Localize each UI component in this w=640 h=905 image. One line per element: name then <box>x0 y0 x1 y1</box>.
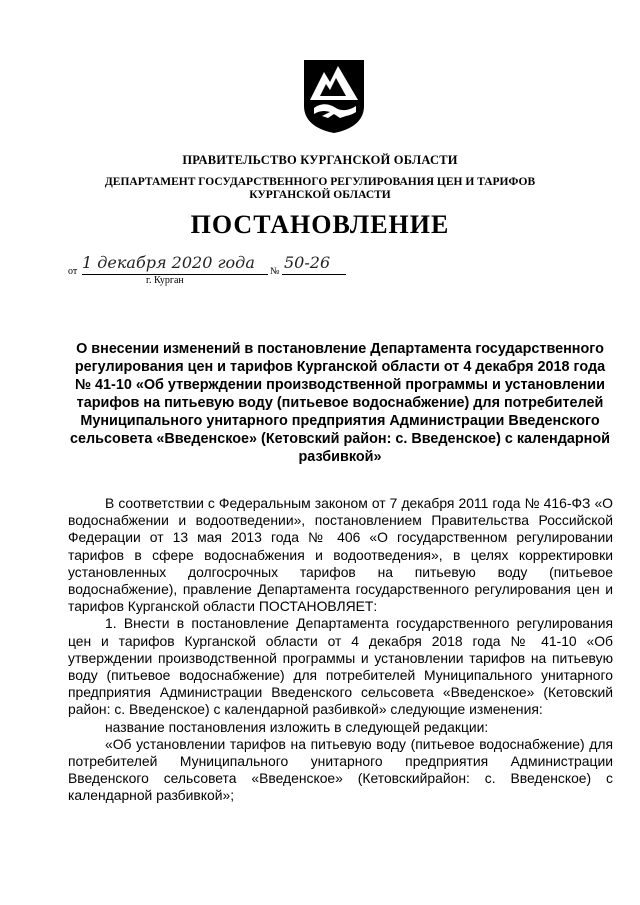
handwritten-number: 50-26 <box>284 253 331 272</box>
body-paragraph-new-title: «Об установлении тарифов на питьевую воду (питьевое водоснабжение) для потребителей Муниципального унитарного предприятия Администрации Введенского сельсовета «Введенское» (Кетовскийрайон: с. Введенское) с календарной разбивкой»; <box>68 735 613 804</box>
date-number-line <box>68 253 388 287</box>
body-paragraph-item-1: 1. Внести в постановление Департамента государственного регулирования цен и тарифов Курганской области от 4 декабря 2018 года № 41-10 «Об утверждении производственной программы и установлении тарифов на питьевую воду (питьевое водоснабжение) для потребителей Муниципального унитарного предприятия Администрации Введенского сельсовета «Введенское» (Кетовский район: с. Введенское) с календарной разбивкой» следующие изменения: <box>68 615 613 718</box>
department-name <box>0 176 640 202</box>
government-name: ПРАВИТЕЛЬСТВО КУРГАНСКОЙ ОБЛАСТИ <box>182 153 458 167</box>
body-paragraph-preamble: В соответствии с Федеральным законом от 7 декабря 2011 года № 416-ФЗ «О водоснабжении и водоотведении», постановлением Правительства Российской Федерации от 13 мая 2013 года № 406 «О государственном регулировании тарифов в сфере водоснабжения и водоотведения», в целях корректировки установленных долгосрочных тарифов на питьевую воду (питьевое водоснабжение), правление Департамента государственного регулирования цен и тарифов Курганской области ПОСТАНОВЛЯЕТ: <box>68 495 613 615</box>
body-paragraph-title-change: название постановления изложить в следующей редакции: <box>105 718 489 735</box>
number-underline <box>282 274 346 275</box>
number-label: № <box>270 266 280 277</box>
resolution-subject: О внесении изменений в постановление Департамента государственного регулирования цен и тарифов Курганской области от 4 декабря 2018 года № 41-10 «Об утверждении производственной программы и установлении тарифов на питьевую воду (питьевое водоснабжение) для потребителей Муниципального унитарного предприятия Администрации Введенского сельсовета «Введенское» (Кетовский район: с. Введенское) с календарной разбивкой» <box>70 341 610 465</box>
kurgan-region-coat-of-arms-emblem <box>300 58 368 134</box>
department-name-line1: ДЕПАРТАМЕНТ ГОСУДАРСТВЕННОГО РЕГУЛИРОВАНИЯ ЦЕН И ТАРИФОВ <box>104 176 536 188</box>
document-type-title: ПОСТАНОВЛЕНИЕ <box>190 210 450 239</box>
resolution-body <box>68 495 613 805</box>
city-label: г. Курган <box>146 275 184 286</box>
date-from-label: от <box>68 266 78 277</box>
department-name-line2: КУРГАНСКОЙ ОБЛАСТИ <box>249 189 391 201</box>
handwritten-date: 1 декабря 2020 года <box>82 253 255 272</box>
